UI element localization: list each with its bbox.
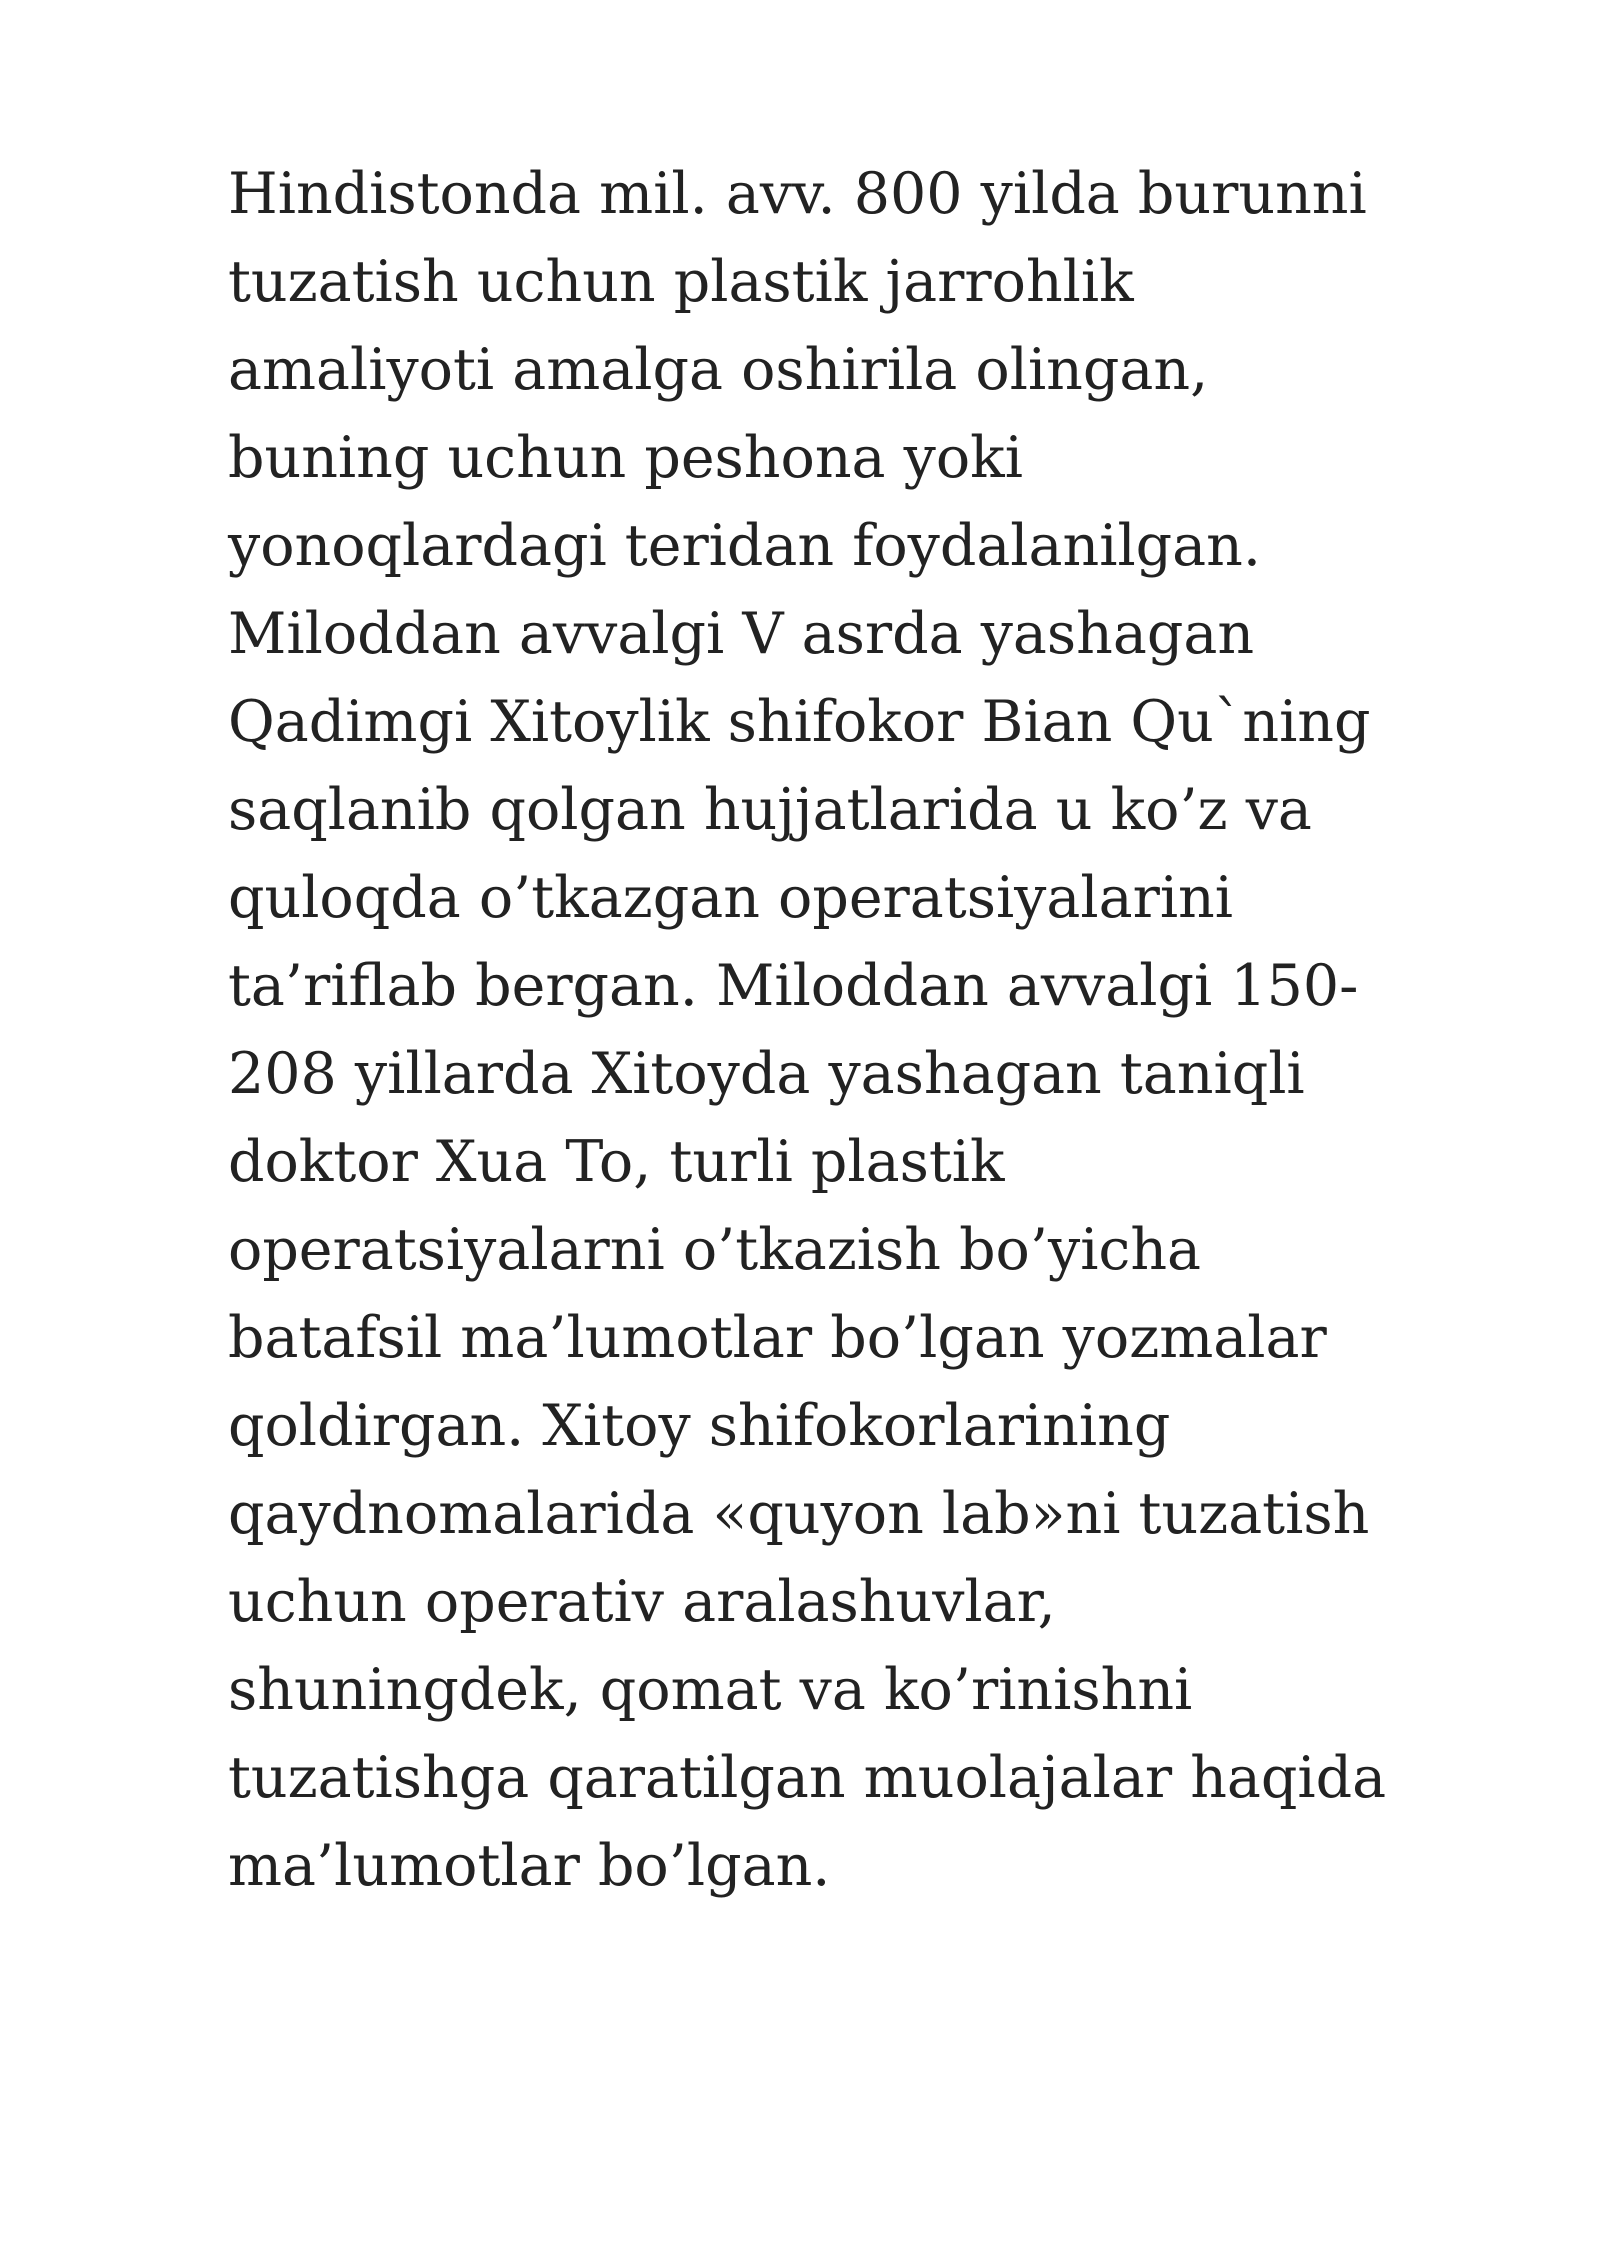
paragraph-line: amaliyoti amalga oshirila olingan,: [228, 337, 1209, 403]
paragraph-line: ma’lumotlar bo’lgan.: [228, 1833, 831, 1899]
paragraph-line: qaydnomalarida «quyon lab»ni tuzatish: [228, 1481, 1370, 1547]
paragraph-line: tuzatish uchun plastik jarrohlik: [228, 249, 1134, 315]
paragraph-line: yonoqlardagi teridan foydalanilgan.: [228, 513, 1261, 579]
paragraph-line: buning uchun peshona yoki: [228, 425, 1023, 491]
paragraph-line: ta’riflab bergan. Miloddan avvalgi 150-: [228, 953, 1359, 1019]
paragraph-line: Miloddan avvalgi V asrda yashagan: [228, 601, 1255, 667]
paragraph-line: Qadimgi Xitoylik shifokor Bian Qu`ning: [228, 689, 1371, 755]
paragraph-line: quloqda o’tkazgan operatsiyalarini: [228, 865, 1233, 931]
paragraph-line: batafsil ma’lumotlar bo’lgan yozmalar: [228, 1305, 1327, 1371]
paragraph-line: operatsiyalarni o’tkazish bo’yicha: [228, 1217, 1202, 1283]
paragraph-line: uchun operativ aralashuvlar,: [228, 1569, 1056, 1635]
paragraph-line: Hindistonda mil. avv. 800 yilda burunni: [228, 161, 1367, 227]
paragraph-line: qoldirgan. Xitoy shifokorlarining: [228, 1393, 1171, 1459]
paragraph-line: saqlanib qolgan hujjatlarida u ko’z va: [228, 777, 1312, 843]
paragraph-line: 208 yillarda Xitoyda yashagan taniqli: [228, 1041, 1305, 1107]
paragraph-line: tuzatishga qaratilgan muolajalar haqida: [228, 1745, 1387, 1811]
paragraph-line: doktor Xua To, turli plastik: [228, 1129, 1005, 1195]
paragraph-line: shuningdek, qomat va ko’rinishni: [228, 1657, 1193, 1723]
body-paragraph: [228, 150, 1528, 1910]
